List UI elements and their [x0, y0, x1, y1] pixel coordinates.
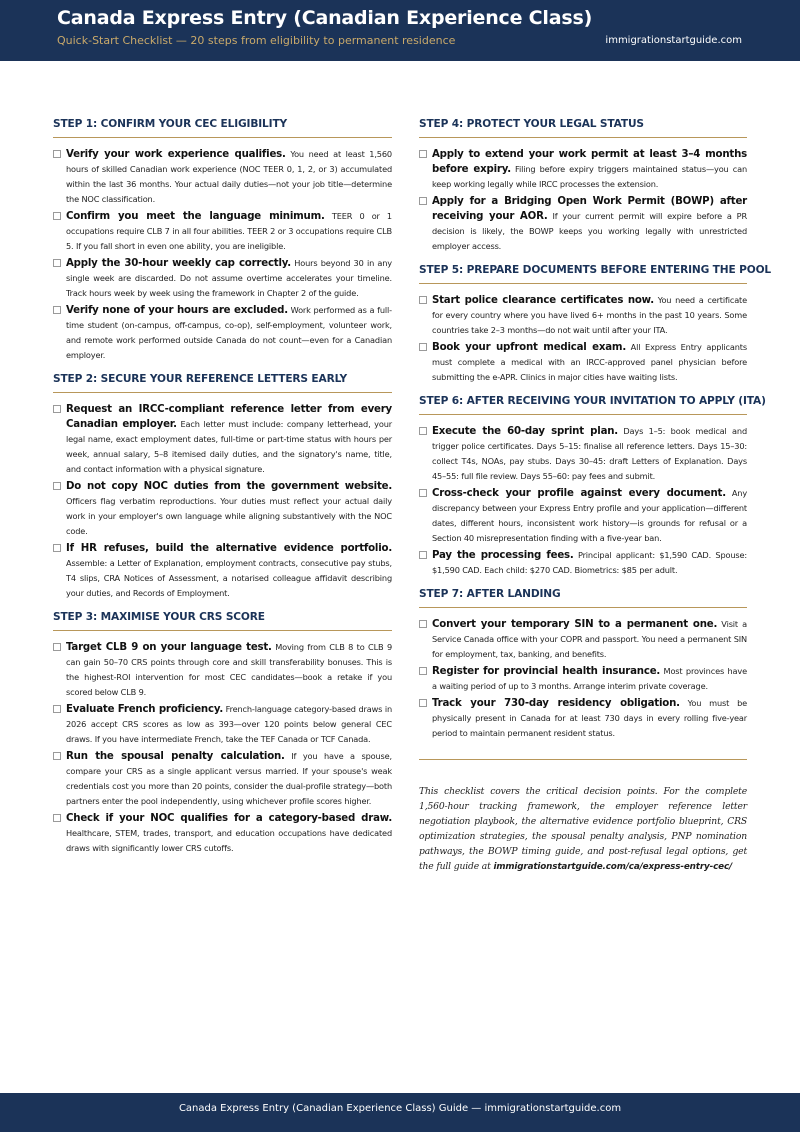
checklist-item	[53, 303, 392, 363]
step-heading: STEP 5: PREPARE DOCUMENTS BEFORE ENTERING THE POOL	[419, 264, 747, 284]
item-title: Confirm you meet the language minimum.	[66, 211, 325, 222]
checkbox-icon[interactable]	[53, 544, 61, 552]
step-3-section	[53, 611, 392, 856]
item-body: Hours beyond 30 in any single week are discarded. Do not assume overtime accelerates your timeline. Track hours week by week using the framework in Chapter 2 of the guide.	[66, 258, 392, 298]
checklist-item	[419, 696, 747, 741]
checkbox-icon[interactable]	[53, 752, 61, 760]
item-title: Cross-check your profile against every document.	[432, 488, 726, 499]
checkbox-icon[interactable]	[419, 551, 427, 559]
item-body: French-language category-based draws in 2026 accept CRS scores as low as 393—over 120 points below general CEC draws. If you have intermediate French, take the TEF Canada or TCF Canada.	[66, 704, 393, 744]
closing-divider	[419, 759, 747, 760]
checklist-item	[53, 256, 392, 301]
item-body: Assemble: a Letter of Explanation, employment contracts, consecutive pay stubs, T4 slips, CRA Notices of Assessment, a notarised colleague affidavit describing your duties, and Records of Employment.	[66, 558, 392, 598]
item-title: Book your upfront medical exam.	[432, 342, 626, 353]
item-title: Execute the 60-day sprint plan.	[432, 426, 618, 437]
step-2-section	[53, 373, 392, 601]
step-7-section	[419, 588, 747, 741]
item-title: Track your 730-day residency obligation.	[432, 698, 680, 709]
item-title: Verify none of your hours are excluded.	[66, 305, 288, 316]
footer-text: Canada Express Entry (Canadian Experience Class) Guide — immigrationstartguide.com	[178, 1103, 622, 1114]
item-body: Work performed as a full-time student (on-campus, off-campus, co-op), self-employment, volunteer work, and remote work performed outside Canada do not count—even for a Canadian employer.	[66, 305, 392, 360]
checkbox-icon[interactable]	[419, 427, 427, 435]
item-title: Evaluate French proficiency.	[66, 704, 223, 715]
step-heading: STEP 7: AFTER LANDING	[419, 588, 747, 608]
item-body: Officers flag verbatim reproductions. Your duties must reflect your actual daily work in your employer's own language while aligning substantively with the NOC code.	[66, 496, 392, 536]
item-title: Request an IRCC-compliant reference letter from every Canadian employer.	[66, 404, 392, 430]
step-1-section	[53, 118, 392, 363]
checkbox-icon[interactable]	[53, 814, 61, 822]
item-title: Apply the 30-hour weekly cap correctly.	[66, 258, 291, 269]
checkbox-icon[interactable]	[419, 296, 427, 304]
item-title: Run the spousal penalty calculation.	[66, 751, 285, 762]
right-column	[419, 118, 772, 875]
item-title: Apply to extend your work permit at least 3–4 months before expiry.	[432, 149, 747, 175]
page-subtitle: Quick-Start Checklist — 20 steps from eligibility to permanent residence	[57, 34, 456, 47]
checklist-item	[53, 811, 392, 856]
item-title: Convert your temporary SIN to a permanent one.	[432, 619, 718, 630]
item-body: Days 1–5: book medical and trigger police certificates. Days 5–15: finalise all reference letters. Days 15–30: collect T4s, NOAs, pay stubs. Days 30–45: draft Letters of Explanation. Days 45–55: full file review. Days 55–60: pay fees and submit.	[432, 426, 748, 481]
checklist-item	[419, 147, 747, 192]
checkbox-icon[interactable]	[53, 150, 61, 158]
checklist-item	[419, 486, 747, 546]
checklist-item	[53, 702, 392, 747]
guide-link[interactable]: immigrationstartguide.com/ca/express-entry-cec/	[493, 862, 733, 873]
step-heading: STEP 2: SECURE YOUR REFERENCE LETTERS EARLY	[53, 373, 392, 393]
checkbox-icon[interactable]	[53, 643, 61, 651]
item-body: If your current permit will expire before a PR decision is likely, the BOWP keeps you working legally with unrestricted employer access.	[432, 211, 747, 251]
item-body: Visit a Service Canada office with your COPR and passport. You need a permanent SIN for employment, tax, banking, and benefits.	[432, 619, 747, 659]
checklist-item	[53, 209, 392, 254]
checkbox-icon[interactable]	[419, 343, 427, 351]
checkbox-icon[interactable]	[419, 699, 427, 707]
step-heading: STEP 1: CONFIRM YOUR CEC ELIGIBILITY	[53, 118, 392, 138]
item-body: Each letter must include: company letterhead, your legal name, exact employment dates, full-time or part-time status with hours per week, annual salary, 5–8 itemised daily duties, and the signatory's name, title, and contact information with a physical signature.	[66, 419, 392, 474]
item-body: Moving from CLB 8 to CLB 9 can gain 50–70 CRS points through core and skill transferability bonuses. This is the highest-ROI intervention for most CEC candidates—book a retake if you scored below CLB 9.	[66, 642, 393, 697]
checkbox-icon[interactable]	[419, 667, 427, 675]
checkbox-icon[interactable]	[53, 405, 61, 413]
step-4-section	[419, 118, 747, 254]
step-heading: STEP 6: AFTER RECEIVING YOUR INVITATION TO APPLY (ITA)	[419, 395, 747, 415]
item-body: Any discrepancy between your Express Entry profile and your application—different dates, different hours, inconsistent work history—is grounds for refusal or a Section 40 misrepresentation finding with a five-year ban.	[432, 488, 748, 543]
item-body: Healthcare, STEM, trades, transport, and education occupations have dedicated draws with significantly lower CRS cutoffs.	[66, 828, 392, 853]
checklist-item	[53, 147, 392, 207]
checkbox-icon[interactable]	[53, 212, 61, 220]
step-5-section	[419, 264, 772, 385]
item-title: If HR refuses, build the alternative evidence portfolio.	[66, 543, 392, 554]
page-footer	[0, 1093, 800, 1132]
checkbox-icon[interactable]	[419, 197, 427, 205]
checklist-item	[53, 541, 392, 601]
checklist-item	[53, 640, 392, 700]
item-title: Register for provincial health insurance.	[432, 666, 661, 677]
checklist-item	[419, 664, 747, 694]
checklist-item	[419, 424, 747, 484]
item-body: If you have a spouse, compare your CRS as a single applicant versus married. If your spouse's weak credentials cost you more than 20 points, consider the dual-profile strategy—both partners enter the pool independently, using whichever profile scores higher.	[66, 751, 392, 806]
checkbox-icon[interactable]	[419, 489, 427, 497]
checklist-item	[419, 293, 747, 338]
page-header	[0, 0, 800, 61]
item-body: Most provinces have a waiting period of up to 3 months. Arrange interim private coverage.	[432, 666, 748, 691]
checkbox-icon[interactable]	[53, 306, 61, 314]
item-title: Verify your work experience qualifies.	[66, 149, 286, 160]
checklist-item	[53, 749, 392, 809]
checkbox-icon[interactable]	[419, 150, 427, 158]
item-body: Filing before expiry triggers maintained status—you can keep working legally while IRCC processes the extension.	[432, 164, 747, 189]
checklist-item	[419, 340, 747, 385]
checklist-item	[419, 617, 747, 662]
checkbox-icon[interactable]	[53, 482, 61, 490]
item-title: Target CLB 9 on your language test.	[66, 642, 272, 653]
checklist-item	[53, 402, 392, 477]
item-title: Pay the processing fees.	[432, 550, 574, 561]
checklist-item	[53, 479, 392, 539]
closing-note	[419, 784, 747, 875]
item-title: Start police clearance certificates now.	[432, 295, 654, 306]
checkbox-icon[interactable]	[53, 259, 61, 267]
item-body: You must be physically present in Canada for at least 730 days in every rolling five-year period to maintain permanent resident status.	[432, 698, 748, 738]
item-body: You need at least 1,560 hours of skilled Canadian work experience (NOC TEER 0, 1, 2, or 3) accumulated within the last 36 months. Your actual daily duties—not your job title—determine the NOC classification.	[66, 149, 392, 204]
item-title: Apply for a Bridging Open Work Permit (BOWP) after receiving your AOR.	[432, 196, 747, 222]
checkbox-icon[interactable]	[53, 705, 61, 713]
item-body: All Express Entry applicants must complete a medical with an IRCC-approved panel physician before submitting the e-APR. Clinics in major cities have waiting lists.	[432, 342, 747, 382]
item-title: Check if your NOC qualifies for a category-based draw.	[66, 813, 392, 824]
page-title: Canada Express Entry (Canadian Experience Class)	[57, 7, 593, 29]
step-6-section	[419, 395, 766, 578]
item-body: Principal applicant: $1,590 CAD. Spouse: $1,590 CAD. Each child: $270 CAD. Biometrics: $85 per adult.	[432, 550, 747, 575]
checklist-item	[419, 194, 747, 254]
checklist-item	[419, 548, 747, 578]
item-title: Do not copy NOC duties from the government website.	[66, 481, 392, 492]
item-body: TEER 0 or 1 occupations require CLB 7 in all four abilities. TEER 2 or 3 occupations require CLB 5. If you fall short in even one ability, you are ineligible.	[66, 211, 392, 251]
closing-text: This checklist covers the critical decision points. For the complete 1,560-hour tracking framework, the employer reference letter negotiation playbook, the alternative evidence portfolio blueprint, CRS optimization strategies, the spousal penalty analysis, PNP nomination pathways, the BOWP timing guide, and post-refusal legal options, get the full guide at	[419, 786, 747, 873]
step-heading: STEP 3: MAXIMISE YOUR CRS SCORE	[53, 611, 392, 631]
item-body: You need a certificate for every country where you have lived 6+ months in the past 10 years. Some countries take 2–3 months—do not wait until after your ITA.	[432, 295, 748, 335]
checkbox-icon[interactable]	[419, 620, 427, 628]
header-site-link[interactable]: immigrationstartguide.com	[605, 35, 742, 46]
step-heading: STEP 4: PROTECT YOUR LEGAL STATUS	[419, 118, 747, 138]
left-column	[53, 118, 392, 866]
